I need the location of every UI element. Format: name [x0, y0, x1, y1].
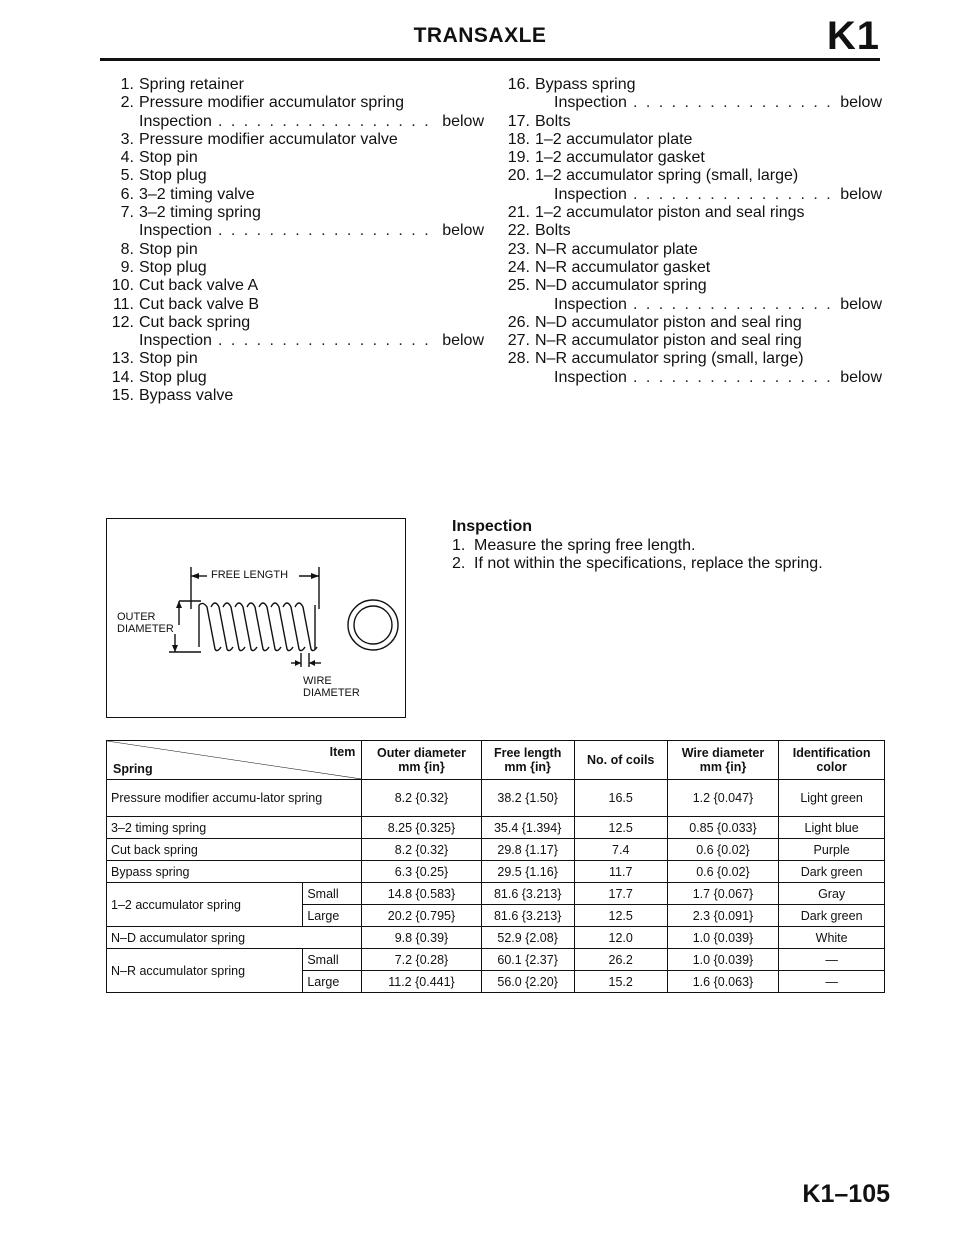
arrow-head-bottom	[172, 645, 178, 652]
inspection-target: below	[840, 185, 882, 203]
list-item	[496, 76, 882, 94]
inspection-label: Inspection	[139, 222, 212, 240]
cell-free: 35.4 {1.394}	[481, 817, 574, 839]
item-number: 27.	[507, 332, 530, 350]
item-label: 3–2 timing valve	[139, 185, 255, 203]
cell-free: 52.9 {2.08}	[481, 927, 574, 949]
leader-dots	[633, 94, 834, 112]
cell-wire: 1.7 {0.067}	[667, 883, 779, 905]
arrow-head-wire-left	[295, 660, 301, 666]
corner-spring-label: Spring	[113, 762, 153, 776]
table-row	[107, 949, 885, 971]
inspection-ref	[496, 186, 882, 204]
item-label: 1–2 accumulator spring (small, large)	[535, 167, 799, 185]
item-label: N–D accumulator spring	[535, 277, 707, 295]
inspection-ref	[100, 332, 484, 350]
cell-outer: 8.2 {0.32}	[362, 780, 481, 817]
list-item	[496, 314, 882, 332]
spring-size: Large	[303, 971, 362, 993]
list-item	[496, 167, 882, 185]
list-item	[100, 94, 484, 112]
item-number: 9.	[120, 258, 134, 276]
table-row	[107, 927, 885, 949]
inspection-heading: Inspection	[452, 518, 533, 535]
leader-dots	[633, 186, 834, 204]
inspection-section	[452, 518, 823, 574]
col-outer-diameter: Outer diameter mm {in}	[362, 741, 481, 780]
item-number: 16.	[507, 76, 530, 93]
component-list-right	[496, 76, 882, 387]
end-view-inner	[354, 606, 392, 644]
item-number: 4.	[120, 149, 134, 167]
col-wire-diameter: Wire diameter mm {in}	[667, 741, 779, 780]
list-item	[100, 259, 484, 277]
item-label: Spring retainer	[139, 76, 244, 93]
item-number: 17.	[507, 112, 530, 130]
item-number: 28.	[507, 350, 530, 368]
cell-free: 29.8 {1.17}	[481, 839, 574, 861]
cell-free: 60.1 {2.37}	[481, 949, 574, 971]
inspection-target: below	[840, 295, 882, 313]
item-number: 23.	[507, 240, 530, 258]
inspection-label: Inspection	[554, 94, 627, 112]
cell-wire: 0.85 {0.033}	[667, 817, 779, 839]
item-number: 19.	[507, 149, 530, 167]
cell-coils: 15.2	[574, 971, 667, 993]
inspection-target: below	[442, 222, 484, 240]
cell-color: Purple	[779, 839, 885, 861]
cell-free: 81.6 {3.213}	[481, 883, 574, 905]
cell-outer: 9.8 {0.39}	[362, 927, 481, 949]
outer-label: OUTER	[117, 611, 156, 623]
cell-color: Light blue	[779, 817, 885, 839]
cell-free: 38.2 {1.50}	[481, 780, 574, 817]
step-number: 1.	[452, 536, 466, 554]
cell-free: 56.0 {2.20}	[481, 971, 574, 993]
list-item	[496, 332, 882, 350]
table-row	[107, 817, 885, 839]
item-label: N–R accumulator gasket	[535, 258, 711, 276]
item-label: Cut back spring	[139, 313, 251, 331]
item-number: 12.	[111, 313, 134, 331]
item-number: 5.	[120, 167, 134, 185]
cell-wire: 1.0 {0.039}	[667, 927, 779, 949]
spring-size: Small	[303, 883, 362, 905]
step-text: Measure the spring free length.	[474, 536, 696, 554]
item-label: 1–2 accumulator piston and seal rings	[535, 204, 805, 222]
spring-name: Bypass spring	[107, 861, 362, 883]
spring-name: 1–2 accumulator spring	[107, 883, 303, 927]
list-item	[100, 131, 484, 149]
list-item	[100, 241, 484, 259]
item-number: 25.	[507, 277, 530, 295]
step-number: 2.	[452, 555, 466, 572]
col-identification: Identification color	[779, 741, 885, 780]
leader-dots	[633, 369, 834, 387]
list-item	[100, 149, 484, 167]
item-label: 1–2 accumulator gasket	[535, 149, 705, 167]
spring-diagram	[106, 518, 406, 718]
spring-size: Small	[303, 949, 362, 971]
item-label: Cut back valve B	[139, 295, 260, 313]
list-item	[100, 186, 484, 204]
header-rule	[100, 58, 880, 61]
leader-dots	[218, 222, 436, 240]
arrow-head-left	[191, 573, 199, 579]
cell-outer: 11.2 {0.441}	[362, 971, 481, 993]
cell-wire: 0.6 {0.02}	[667, 861, 779, 883]
list-item	[100, 314, 484, 332]
item-label: Stop pin	[139, 240, 198, 258]
cell-coils: 11.7	[574, 861, 667, 883]
item-label: N–R accumulator spring (small, large)	[535, 350, 804, 368]
list-item	[100, 387, 484, 405]
inspection-ref	[100, 222, 484, 240]
list-item	[496, 241, 882, 259]
list-item	[100, 350, 484, 368]
list-item	[496, 149, 882, 167]
item-number: 24.	[507, 258, 530, 276]
list-item	[100, 76, 484, 94]
item-label: Bypass spring	[535, 76, 636, 93]
list-item	[496, 350, 882, 368]
inspection-label: Inspection	[139, 332, 212, 350]
leader-dots	[218, 113, 436, 131]
inspection-label: Inspection	[554, 295, 627, 313]
cell-color: White	[779, 927, 885, 949]
item-number: 2.	[120, 94, 134, 112]
cell-free: 81.6 {3.213}	[481, 905, 574, 927]
item-label: Stop plug	[139, 258, 207, 276]
cell-color: —	[779, 949, 885, 971]
cell-outer: 6.3 {0.25}	[362, 861, 481, 883]
spring-name: 3–2 timing spring	[107, 817, 362, 839]
arrow-head-right	[311, 573, 319, 579]
item-number: 7.	[120, 204, 134, 222]
inspection-target: below	[840, 94, 882, 112]
spring-coils	[199, 603, 317, 651]
item-label: Stop plug	[139, 167, 207, 185]
item-number: 21.	[507, 204, 530, 222]
list-item	[496, 222, 882, 240]
spring-name: N–D accumulator spring	[107, 927, 362, 949]
item-label: Stop plug	[139, 368, 207, 386]
wire-diameter-label: DIAMETER	[303, 687, 360, 699]
item-label: N–D accumulator piston and seal ring	[535, 313, 802, 331]
cell-color: Gray	[779, 883, 885, 905]
cell-color: —	[779, 971, 885, 993]
cell-coils: 12.5	[574, 817, 667, 839]
page-number: K1–105	[802, 1180, 890, 1208]
diameter-label: DIAMETER	[117, 623, 174, 635]
table-row	[107, 883, 885, 905]
leader-dots	[633, 296, 834, 314]
spring-spec-table	[106, 740, 885, 993]
section-title: TRANSAXLE	[413, 24, 547, 47]
spring-name: Pressure modifier accumu-lator spring	[107, 780, 362, 817]
table-row	[107, 839, 885, 861]
item-label: Cut back valve A	[139, 277, 259, 295]
cell-color: Dark green	[779, 861, 885, 883]
item-label: N–R accumulator plate	[535, 240, 698, 258]
inspection-target: below	[840, 368, 882, 386]
list-item	[496, 113, 882, 131]
table-row	[107, 780, 885, 817]
cell-outer: 20.2 {0.795}	[362, 905, 481, 927]
list-item	[496, 131, 882, 149]
inspection-ref	[496, 94, 882, 112]
cell-wire: 2.3 {0.091}	[667, 905, 779, 927]
item-number: 6.	[120, 185, 134, 203]
cell-free: 29.5 {1.16}	[481, 861, 574, 883]
step-text: If not within the specifications, replace the spring.	[474, 555, 823, 572]
arrow-head-top	[176, 601, 182, 608]
list-item	[100, 204, 484, 222]
item-label: Stop pin	[139, 149, 198, 167]
component-list-left	[100, 76, 484, 405]
item-label: 1–2 accumulator plate	[535, 130, 693, 148]
item-number: 22.	[507, 222, 530, 240]
free-length-label: FREE LENGTH	[211, 569, 289, 581]
cell-color: Dark green	[779, 905, 885, 927]
corner-header	[107, 741, 362, 780]
inspection-label: Inspection	[554, 368, 627, 386]
col-free-length: Free length mm {in}	[481, 741, 574, 780]
item-label: N–R accumulator piston and seal ring	[535, 332, 802, 350]
item-label: Pressure modifier accumulator spring	[139, 94, 404, 112]
cell-coils: 16.5	[574, 780, 667, 817]
table-row	[107, 861, 885, 883]
item-number: 18.	[507, 130, 530, 148]
inspection-target: below	[442, 332, 484, 350]
list-item	[496, 259, 882, 277]
item-label: Pressure modifier accumulator valve	[139, 130, 398, 148]
item-number: 1.	[120, 76, 134, 93]
item-number: 26.	[507, 313, 530, 331]
item-number: 13.	[111, 350, 134, 368]
cell-outer: 14.8 {0.583}	[362, 883, 481, 905]
cell-coils: 12.0	[574, 927, 667, 949]
item-number: 14.	[111, 368, 134, 386]
item-number: 20.	[507, 167, 530, 185]
section-code: K1	[826, 14, 880, 58]
inspection-target: below	[442, 112, 484, 130]
cell-wire: 1.0 {0.039}	[667, 949, 779, 971]
cell-color: Light green	[779, 780, 885, 817]
inspection-step	[452, 537, 823, 556]
list-item	[100, 167, 484, 185]
item-label: 3–2 timing spring	[139, 204, 261, 222]
cell-wire: 1.2 {0.047}	[667, 780, 779, 817]
list-item	[100, 296, 484, 314]
item-number: 10.	[111, 277, 134, 295]
cell-coils: 26.2	[574, 949, 667, 971]
item-number: 3.	[120, 130, 134, 148]
arrow-head-wire-right	[309, 660, 315, 666]
cell-outer: 8.2 {0.32}	[362, 839, 481, 861]
inspection-ref	[100, 113, 484, 131]
spring-name: Cut back spring	[107, 839, 362, 861]
item-number: 11.	[112, 295, 134, 313]
cell-wire: 1.6 {0.063}	[667, 971, 779, 993]
spring-size: Large	[303, 905, 362, 927]
item-label: Stop pin	[139, 350, 198, 368]
list-item	[100, 369, 484, 387]
cell-outer: 7.2 {0.28}	[362, 949, 481, 971]
table-header-row	[107, 741, 885, 780]
wire-label: WIRE	[303, 675, 332, 687]
inspection-ref	[496, 296, 882, 314]
cell-coils: 17.7	[574, 883, 667, 905]
col-coils: No. of coils	[574, 741, 667, 780]
item-label: Bolts	[535, 112, 571, 130]
end-view-outer	[348, 600, 398, 650]
item-number: 15.	[111, 387, 134, 405]
spring-name: N–R accumulator spring	[107, 949, 303, 993]
item-label: Bolts	[535, 222, 571, 240]
item-label: Bypass valve	[139, 387, 234, 405]
list-item	[100, 277, 484, 295]
inspection-label: Inspection	[139, 112, 212, 130]
inspection-step	[452, 555, 823, 574]
cell-wire: 0.6 {0.02}	[667, 839, 779, 861]
leader-dots	[218, 332, 436, 350]
inspection-ref	[496, 369, 882, 387]
item-number: 8.	[120, 240, 134, 258]
cell-coils: 12.5	[574, 905, 667, 927]
cell-coils: 7.4	[574, 839, 667, 861]
list-item	[496, 204, 882, 222]
list-item	[496, 277, 882, 295]
inspection-label: Inspection	[554, 185, 627, 203]
cell-outer: 8.25 {0.325}	[362, 817, 481, 839]
corner-item-label: Item	[329, 745, 356, 759]
